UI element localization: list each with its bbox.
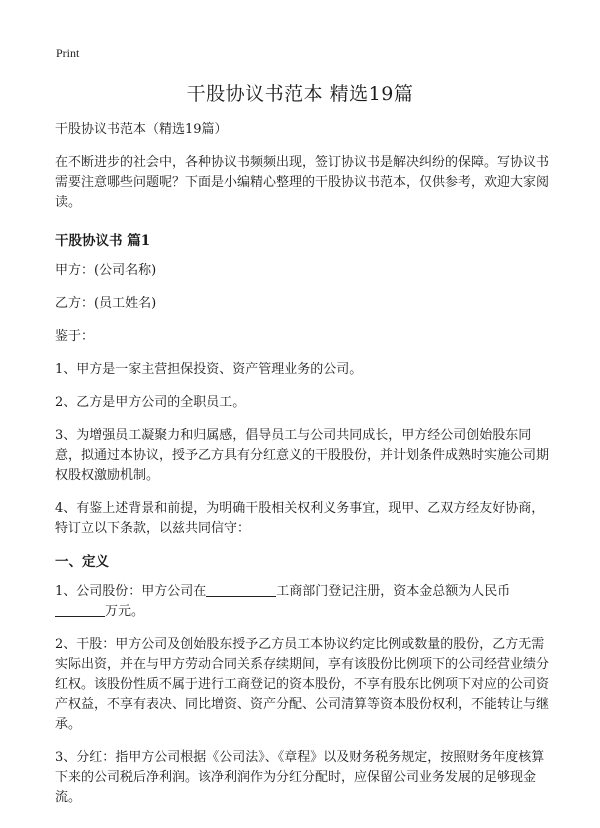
party-b-line: 乙方：(员工姓名) — [55, 296, 157, 311]
definition-1-part-1: 1、公司股份：甲方公司在 — [55, 584, 207, 599]
party-a-line: 甲方：(公司名称) — [55, 263, 157, 278]
print-link[interactable]: Print — [56, 46, 80, 60]
definition-1-part-3: 万元。 — [105, 604, 145, 619]
whereas-line: 鉴于： — [55, 329, 95, 344]
definition-2: 2、干股：甲方公司及创始股东授予乙方员工本协议约定比例或数量的股份，乙方无需实际出资，并在与甲方劳动合同关系存续期间，享有该股份比例项下的公司经营业绩分红权。该股份性质不属于进行工商登记的资本股份，不享有股东比例项下对应的公司资产权益，不享有表决、同比增资、资产分配、公司清算等资本股份权利，不能转让与继承。 — [55, 637, 550, 732]
whereas-item-1: 1、甲方是一家主营担保投资、资产管理业务的公司。 — [55, 362, 363, 377]
whereas-item-3: 3、为增强员工凝聚力和归属感，倡导员工与公司共同成长，甲方经公司创始股东同意，拟通过本协议，授予乙方具有分红意义的干股股份，并计划条件成熟时实施公司期权股权激励机制。 — [55, 428, 550, 483]
document-title: 干股协议书范本 精选19篇 — [186, 83, 414, 105]
intro-paragraph: 在不断进步的社会中，各种协议书频频出现，签订协议书是解决纠纷的保障。写协议书需要注意哪些问题呢？下面是小编精心整理的干股协议书范本，仅供参考，欢迎大家阅读。 — [55, 155, 550, 210]
capital-amount-blank — [55, 602, 105, 617]
whereas-item-2: 2、乙方是甲方公司的全职员工。 — [55, 395, 246, 410]
document-body — [55, 120, 549, 821]
whereas-item-4: 4、有鉴上述背景和前提，为明确干股相关权利义务事宜，现甲、乙双方经友好协商，特订立以下条款，以兹共同信守： — [55, 501, 545, 536]
definition-3: 3、分红：指甲方公司根据《公司法》、《章程》以及财务税务规定，按照财务年度核算下来的公司税后净利润。该净利润作为分红分配时，应保留公司业务发展的足够现金流。 — [55, 750, 545, 805]
definition-1 — [55, 582, 549, 622]
definition-1-part-2: 工商部门登记注册，资本金总额为人民币 — [276, 584, 511, 599]
registration-blank — [206, 582, 276, 597]
document-subtitle: 干股协议书范本（精选19篇） — [55, 122, 228, 137]
definitions-heading: 一、定义 — [55, 554, 109, 570]
section-heading: 干股协议书 篇1 — [55, 233, 151, 249]
